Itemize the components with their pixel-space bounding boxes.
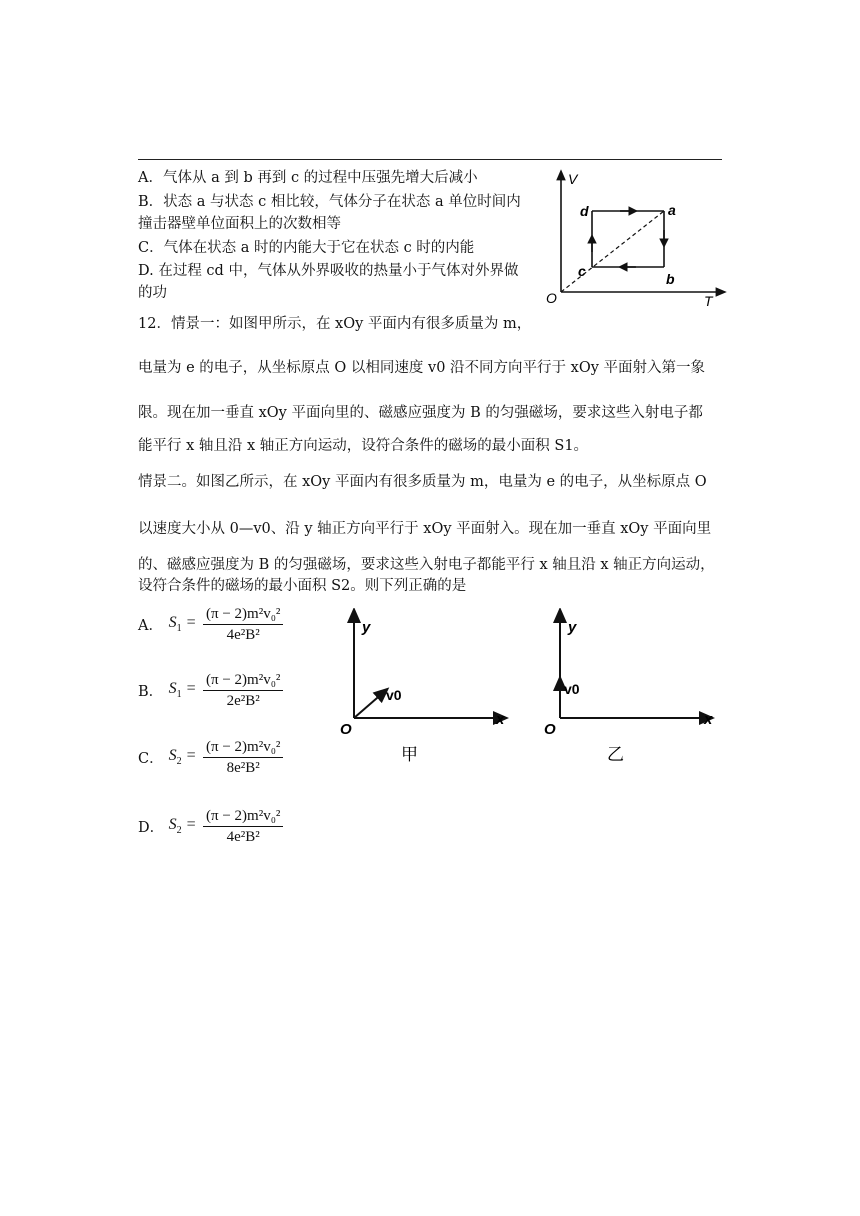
q11-option-c: C．气体在状态 a 时的内能大于它在状态 c 时的内能 xyxy=(138,240,475,256)
yi-v0-label: v0 xyxy=(564,681,580,697)
top-rule xyxy=(138,159,722,160)
q12-line-4: 能平行 x 轴且沿 x 轴正方向运动，设符合条件的磁场的最小面积 S1。 xyxy=(138,438,589,454)
q12-line-6: 以速度大小从 0—v0、沿 y 轴正方向平行于 xOy 平面射入。现在加一垂直 xOy 平面向里 xyxy=(138,521,712,537)
answer-b-fraction: $\frac{\text{(π − 2)m²v₀²}}{\text{2e²B²}}$ xyxy=(203,670,283,711)
answer-option-c[interactable]: C． $S_2$ = $\frac{\text{(π − 2)m²v₀²}}{\text{8e²B²}}$ xyxy=(138,737,283,778)
yi-origin-label: O xyxy=(544,721,556,738)
yi-caption: 乙 xyxy=(607,745,624,764)
jia-v0-label: v0 xyxy=(386,687,402,703)
point-a-label: a xyxy=(668,202,676,218)
jia-velocity-arrow xyxy=(354,692,384,718)
jia-x-label: x xyxy=(496,711,505,728)
point-b-label: b xyxy=(666,271,675,287)
answer-a-fraction: $\frac{\text{(π − 2)m²v₀²}}{\text{4e²B²}}$ xyxy=(203,604,283,645)
answer-option-d[interactable]: D． $S_2$ = $\frac{\text{(π − 2)m²v₀²}}{\text{4e²B²}}$ xyxy=(138,806,283,847)
q12-line-5: 情景二。如图乙所示，在 xOy 平面内有很多质量为 m，电量为 e 的电子，从坐标原点 O xyxy=(138,474,707,490)
yi-x-label: x xyxy=(704,711,713,728)
q11-option-d-line2: 的功 xyxy=(138,285,167,301)
origin-label: O xyxy=(546,290,557,306)
q11-option-d-line1: D. 在过程 cd 中，气体从外界吸收的热量小于气体对外界做 xyxy=(138,263,519,279)
jia-origin-label: O xyxy=(340,721,352,738)
jia-y-label: y xyxy=(362,619,371,636)
answer-c-fraction: $\frac{\text{(π − 2)m²v₀²}}{\text{8e²B²}}$ xyxy=(203,737,283,778)
answer-d-fraction: $\frac{\text{(π − 2)m²v₀²}}{\text{4e²B²}}$ xyxy=(203,806,283,847)
q12-line-1: 12．情景一：如图甲所示，在 xOy 平面内有很多质量为 m， xyxy=(138,316,532,332)
v-axis-label: V xyxy=(568,171,578,187)
vt-graph xyxy=(540,166,730,308)
q12-line-2: 电量为 e 的电子，从坐标原点 O 以相同速度 v0 沿不同方向平行于 xOy 平面射入第一象 xyxy=(138,360,706,376)
q12-line-8: 设符合条件的磁场的最小面积 S2。则下列正确的是 xyxy=(138,578,467,594)
t-axis-label: T xyxy=(704,293,713,308)
q12-line-7: 的、磁感应强度为 B 的匀强磁场，要求这些入射电子都能平行 x 轴且沿 x 轴正方向运动， xyxy=(138,557,715,573)
jia-caption: 甲 xyxy=(401,745,418,764)
yi-y-label: y xyxy=(568,619,577,636)
q11-option-a: A．气体从 a 到 b 再到 c 的过程中压强先增大后减小 xyxy=(138,170,478,186)
point-c-label: c xyxy=(578,263,586,279)
q11-option-b-line1: B．状态 a 与状态 c 相比较，气体分子在状态 a 单位时间内 xyxy=(138,194,521,210)
q12-line-3: 限。现在加一垂直 xOy 平面向里的、磁感应强度为 B 的匀强磁场，要求这些入射电子都 xyxy=(138,405,703,421)
answer-option-b[interactable]: B． $S_1$ = $\frac{\text{(π − 2)m²v₀²}}{\text{2e²B²}}$ xyxy=(138,670,283,711)
q11-option-b-line2: 撞击器壁单位面积上的次数相等 xyxy=(138,216,341,232)
answer-option-a[interactable]: A． $S_1$ = $\frac{\text{(π − 2)m²v₀²}}{\text{4e²B²}}$ xyxy=(138,604,283,645)
isobar-dashed-line xyxy=(561,211,664,292)
point-d-label: d xyxy=(580,203,589,219)
figure-jia xyxy=(330,608,520,778)
figure-yi xyxy=(538,608,728,778)
